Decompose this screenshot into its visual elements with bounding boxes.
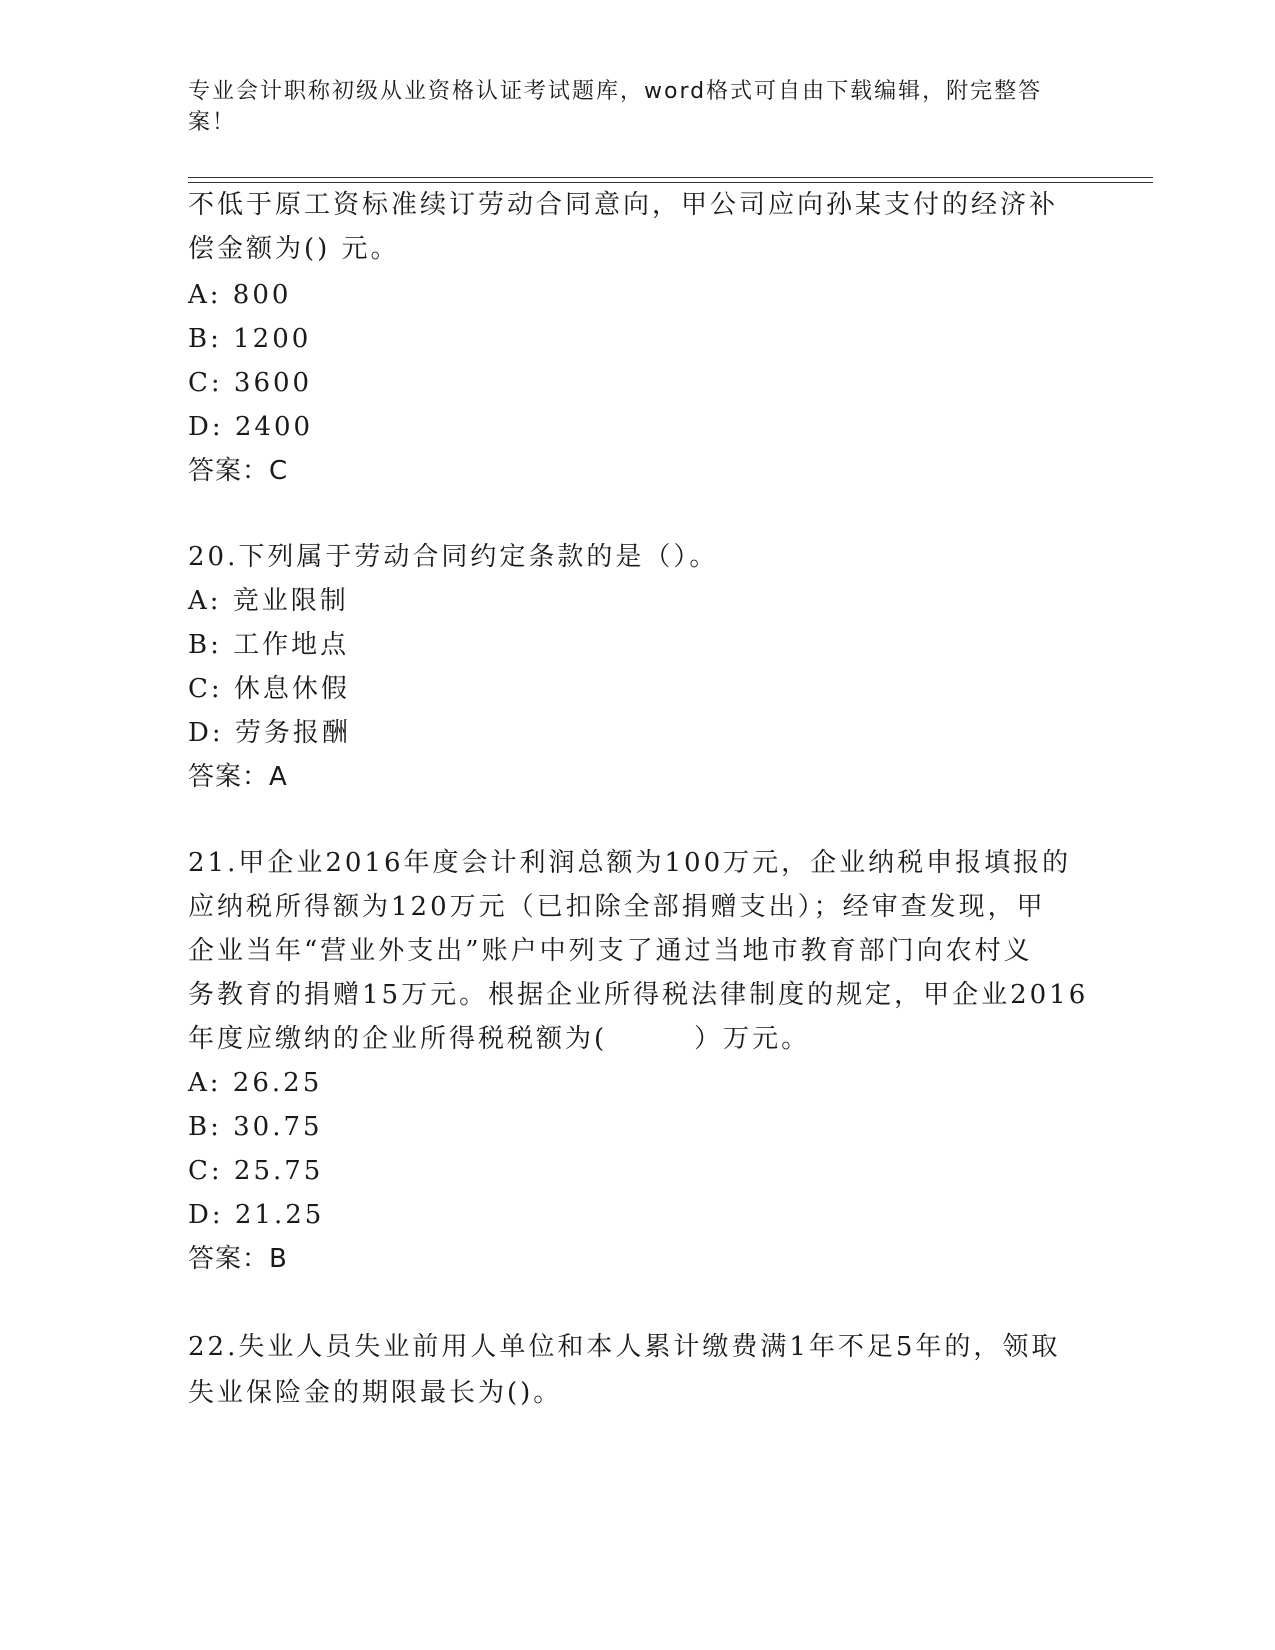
question-21-option-c: C: 25.75 — [188, 1156, 324, 1186]
question-21-line-5: 年度应缴纳的企业所得税税额为( ）万元。 — [188, 1024, 811, 1054]
question-21-option-b: B: 30.75 — [188, 1112, 323, 1142]
question-20-answer: 答案：A — [188, 762, 288, 792]
question-20-option-b: B: 工作地点 — [188, 630, 350, 660]
page-header: 专业会计职称初级从业资格认证考试题库，word格式可自由下载编辑，附完整答案！ — [188, 79, 1043, 135]
question-19-option-a: A: 800 — [188, 280, 292, 310]
question-20-option-c: C: 休息休假 — [188, 674, 350, 704]
header-rule-bottom — [188, 182, 1153, 183]
question-22-line-2: 失业保险金的期限最长为()。 — [188, 1378, 563, 1408]
question-21-line-4: 务教育的捐赠15万元。根据企业所得税法律制度的规定，甲企业2016 — [188, 980, 1089, 1010]
question-19-line-1: 不低于原工资标准续订劳动合同意向，甲公司应向孙某支付的经济补 — [188, 190, 1059, 220]
question-19-option-d: D: 2400 — [188, 412, 314, 442]
question-19-option-c: C: 3600 — [188, 368, 313, 398]
question-20-option-a: A: 竞业限制 — [188, 586, 349, 616]
question-19-answer: 答案：C — [188, 456, 289, 486]
header-rule-top — [188, 177, 1153, 178]
question-21-line-3: 企业当年“营业外支出”账户中列支了通过当地市教育部门向农村义 — [188, 936, 1033, 966]
question-20-line-1: 20.下列属于劳动合同约定条款的是（）。 — [188, 542, 719, 572]
question-19-line-2: 偿金额为() 元。 — [188, 234, 400, 264]
question-20-option-d: D: 劳务报酬 — [188, 718, 351, 748]
question-22-line-1: 22.失业人员失业前用人单位和本人累计缴费满1年不足5年的，领取 — [188, 1332, 1061, 1362]
question-21-line-2: 应纳税所得额为120万元（已扣除全部捐赠支出）；经审查发现，甲 — [188, 892, 1046, 922]
question-21-option-d: D: 21.25 — [188, 1200, 325, 1230]
question-21-answer: 答案：B — [188, 1244, 288, 1274]
question-19-option-b: B: 1200 — [188, 324, 312, 354]
question-21-line-1: 21.甲企业2016年度会计利润总额为100万元，企业纳税申报填报的 — [188, 848, 1072, 878]
question-21-option-a: A: 26.25 — [188, 1068, 323, 1098]
